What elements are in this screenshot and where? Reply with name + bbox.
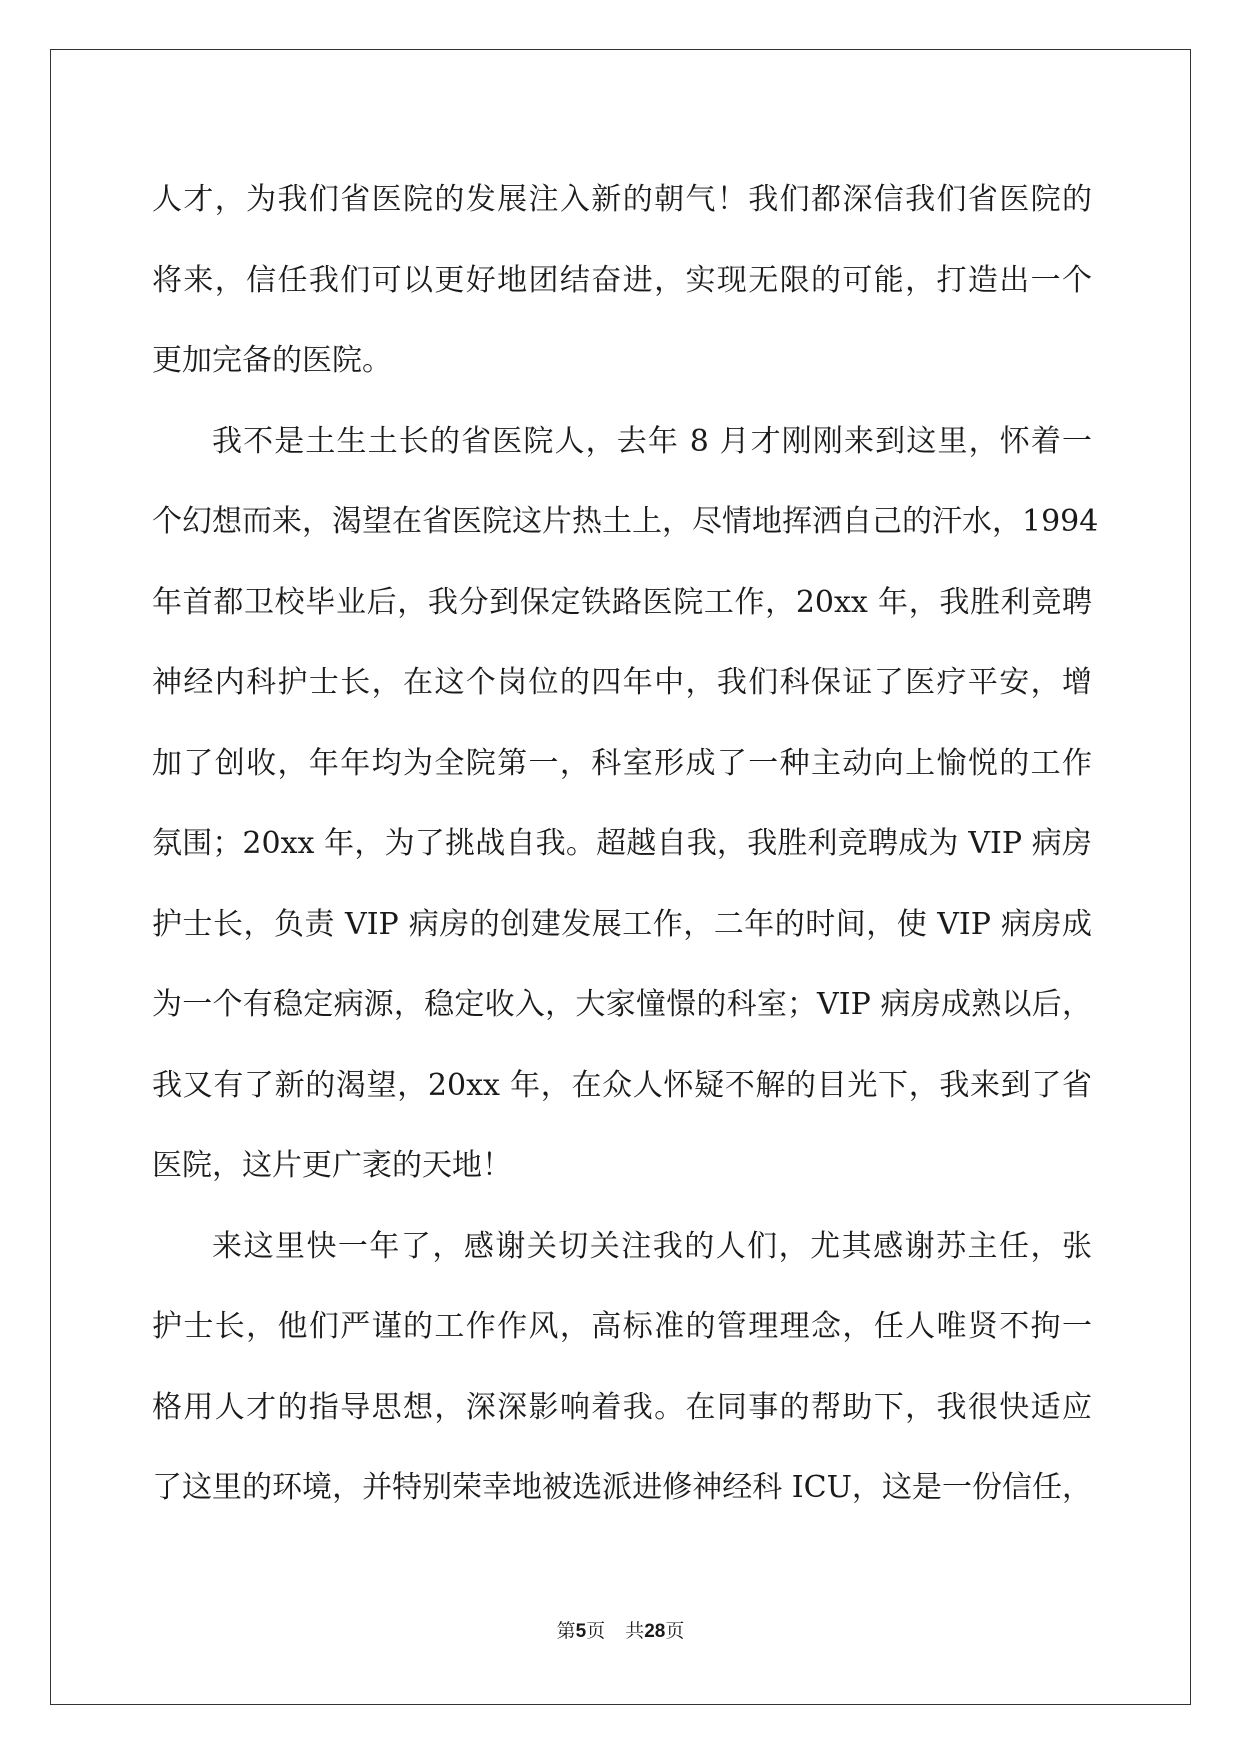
text-line: 人才，为我们省医院的发展注入新的朝气！我们都深信我们省医院的 <box>152 182 1092 217</box>
text-line: 年首都卫校毕业后，我分到保定铁路医院工作，20xx 年，我胜利竞聘 <box>152 584 1092 620</box>
text-line: 氛围；20xx 年，为了挑战自我。超越自我，我胜利竞聘成为 VIP 病房 <box>152 826 1092 861</box>
text-line: 更加完备的医院。 <box>152 343 392 378</box>
text-line: 我又有了新的渴望，20xx 年，在众人怀疑不解的目光下，我来到了省 <box>152 1067 1092 1103</box>
text-line: 个幻想而来，渴望在省医院这片热土上，尽情地挥洒自己的汗水，1994 <box>152 504 1099 539</box>
text-line: 医院，这片更广袤的天地！ <box>152 1148 512 1183</box>
text-line: 神经内科护士长，在这个岗位的四年中，我们科保证了医疗平安，增 <box>152 665 1092 700</box>
text-line: 加了创收，年年均为全院第一，科室形成了一种主动向上愉悦的工作 <box>152 745 1092 781</box>
paragraph-first-line: 我不是土生土长的省医院人，去年 8 月才刚刚来到这里，怀着一 <box>212 423 1092 459</box>
page-suffix: 页 <box>586 1620 606 1642</box>
page-footer <box>0 1616 1241 1643</box>
text-line: 了这里的环境，并特别荣幸地被选派进修神经科 ICU，这是一份信任， <box>152 1470 1092 1505</box>
text-line: 将来，信任我们可以更好地团结奋进，实现无限的可能，打造出一个 <box>152 262 1092 298</box>
text-line: 护士长，负责 VIP 病房的创建发展工作，二年的时间，使 VIP 病房成 <box>152 906 1092 942</box>
total-pages: 28 <box>644 1621 666 1642</box>
paragraph-first-line: 来这里快一年了，感谢关切关注我的人们，尤其感谢苏主任，张 <box>212 1228 1092 1264</box>
text-line: 护士长，他们严谨的工作作风，高标准的管理理念，任人唯贤不拘一 <box>152 1309 1092 1344</box>
text-line: 为一个有稳定病源，稳定收入，大家憧憬的科室；VIP 病房成熟以后， <box>152 987 1092 1022</box>
text-line: 格用人才的指导思想，深深影响着我。在同事的帮助下，我很快适应 <box>152 1389 1092 1425</box>
body-text <box>152 160 1099 1529</box>
total-suffix: 页 <box>665 1620 685 1642</box>
total-prefix: 共 <box>625 1620 645 1642</box>
page-number: 5 <box>575 1621 587 1642</box>
page-prefix: 第 <box>556 1620 576 1642</box>
